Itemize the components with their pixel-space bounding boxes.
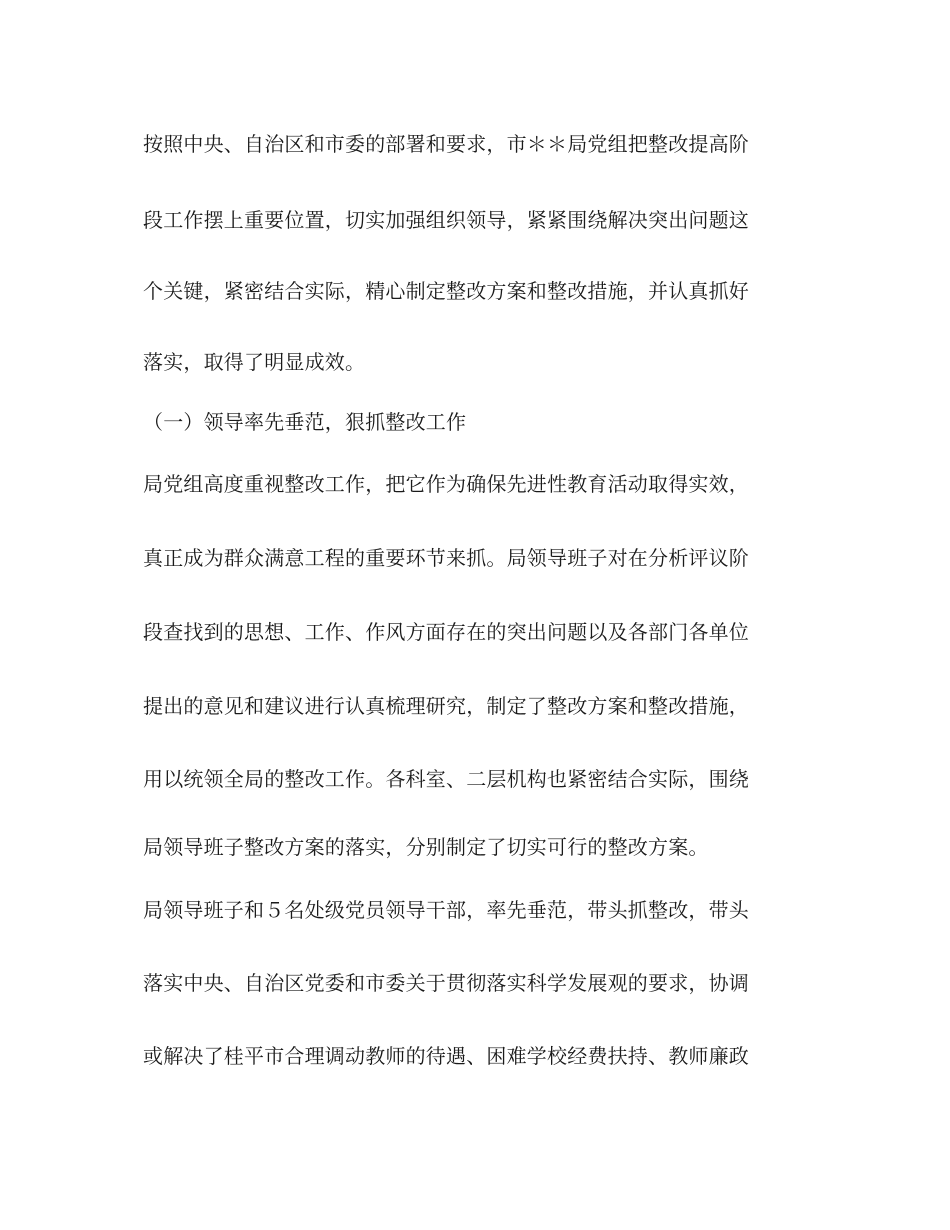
paragraph-line: 局党组高度重视整改工作，把它作为确保先进性教育活动取得实效， [143, 472, 749, 496]
paragraph-line: 局领导班子和５名处级党员领导干部，率先垂范，带头抓整改，带头 [143, 898, 749, 922]
section-heading: （一）领导率先垂范，狠抓整改工作 [143, 410, 467, 434]
paragraph-line: 局领导班子整改方案的落实，分别制定了切实可行的整改方案。 [143, 835, 709, 859]
paragraph-line: 真正成为群众满意工程的重要环节来抓。局领导班子对在分析评议阶 [143, 546, 749, 570]
paragraph-line: 用以统领全局的整改工作。各科室、二层机构也紧密结合实际，围绕 [143, 767, 749, 791]
paragraph-line: 个关键，紧密结合实际，精心制定整改方案和整改措施，并认真抓好 [143, 279, 749, 303]
paragraph-line: 或解决了桂平市合理调动教师的待遇、困难学校经费扶持、教师廉政 [143, 1044, 749, 1068]
paragraph-line: 落实中央、自治区党委和市委关于贯彻落实科学发展观的要求，协调 [143, 971, 749, 995]
paragraph-line: 段查找到的思想、工作、作风方面存在的突出问题以及各部门各单位 [143, 620, 749, 644]
paragraph-line: 段工作摆上重要位置，切实加强组织领导，紧紧围绕解决突出问题这 [143, 208, 749, 232]
paragraph-line: 落实，取得了明显成效。 [143, 350, 366, 374]
paragraph-line: 按照中央、自治区和市委的部署和要求，市＊＊局党组把整改提高阶 [143, 132, 749, 156]
paragraph-line: 提出的意见和建议进行认真梳理研究，制定了整改方案和整改措施， [143, 694, 749, 718]
